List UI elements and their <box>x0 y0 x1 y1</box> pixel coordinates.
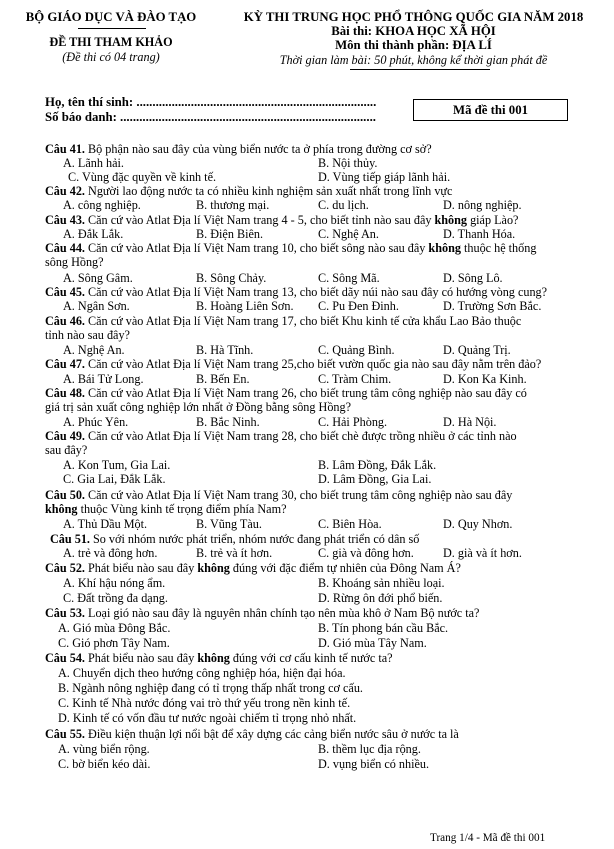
question-text: giáp Lào? <box>467 213 519 227</box>
question-55 <box>45 727 459 741</box>
option-d: D. già và ít hơn. <box>443 546 522 560</box>
option-c: C. Đất trồng đa dạng. <box>63 591 168 605</box>
option-b: B. trẻ và ít hơn. <box>196 546 273 560</box>
option-b: B. Hoàng Liên Sơn. <box>196 299 294 313</box>
question-text: Loại gió nào sau đây là nguyên nhân chính tạo nên mùa khô ở Nam Bộ nước ta? <box>88 606 480 620</box>
option-a: A. Sông Gâm. <box>63 271 133 285</box>
option-a: A. vùng biển rộng. <box>58 742 150 756</box>
question-text: Căn cứ vào Atlat Địa lí Việt Nam trang 25,cho biết vườn quốc gia nào sau đây nằm trên đảo? <box>88 357 542 371</box>
option-c: C. Quảng Bình. <box>318 343 395 357</box>
question-47 <box>45 357 541 371</box>
question-49-cont: sau đây? <box>45 443 88 457</box>
question-text: Căn cứ vào Atlat Địa lí Việt Nam trang 26, cho biết trung tâm công nghiệp nào sau đây có <box>88 386 527 400</box>
question-52 <box>45 561 461 575</box>
option-c: C. Gió phơn Tây Nam. <box>58 636 170 650</box>
option-d: D. Rừng ôn đới phổ biến. <box>318 591 443 605</box>
time-note: Thời gian làm bài: 50 phút, không kể thời gian phát đề <box>279 53 548 67</box>
question-text-emphasis: không <box>434 213 468 227</box>
option-d: D. vụng biển có nhiều. <box>318 757 430 771</box>
option-c: C. Biên Hòa. <box>318 517 382 531</box>
question-text: Căn cứ vào Atlat Địa lí Việt Nam trang 17, cho biết Khu kinh tế cửa khẩu Lao Bảo thuộc <box>88 314 522 328</box>
candidate-number-field: Số báo danh: ................................................................................ <box>45 110 376 124</box>
option-c: C. Sông Mã. <box>318 271 380 285</box>
exam-type: ĐỀ THI THAM KHẢO <box>49 35 173 49</box>
ministry-name: BỘ GIÁO DỤC VÀ ĐÀO TẠO <box>25 10 197 24</box>
question-number: Câu 52. <box>45 561 85 575</box>
divider <box>350 69 490 70</box>
option-d: D. Sông Lô. <box>443 271 503 285</box>
page-footer: Trang 1/4 - Mã đề thi 001 <box>430 832 546 844</box>
option-a: A. Ngân Sơn. <box>63 299 130 313</box>
question-number: Câu 50. <box>45 488 85 502</box>
question-text: Người lao động nước ta có nhiều kinh nghiệm sản xuất nhất trong lĩnh vực <box>88 184 453 198</box>
option-b: B. Bến En. <box>196 372 250 386</box>
exam-subject-group: Bài thi: KHOA HỌC XÃ HỘI <box>331 24 496 38</box>
option-c: C. Pu Đen Đinh. <box>318 299 399 313</box>
question-text-emphasis: không <box>197 651 230 665</box>
question-46-cont: tỉnh nào sau đây? <box>45 328 130 342</box>
option-b: B. Điện Biên. <box>196 227 264 241</box>
option-a: A. Phúc Yên. <box>63 415 129 429</box>
question-number: Câu 47. <box>45 357 85 371</box>
question-number: Câu 55. <box>45 727 85 741</box>
question-text-emphasis: không <box>45 502 78 516</box>
option-c: C. Gia Lai, Đắk Lắk. <box>63 472 166 486</box>
question-text: Căn cứ vào Atlat Địa lí Việt Nam trang 10, cho biết sông nào sau đây <box>88 241 429 255</box>
option-a: A. Khí hậu nóng ẩm. <box>63 576 166 590</box>
question-text-emphasis: không <box>428 241 461 255</box>
question-number: Câu 44. <box>45 241 85 255</box>
question-text: Bộ phận nào sau đây của vùng biển nước ta ở phía trong đường cơ sở? <box>88 142 432 156</box>
question-54 <box>45 651 393 665</box>
option-b: B. Tín phong bán cầu Bắc. <box>318 621 449 635</box>
option-d: D. Thanh Hóa. <box>443 227 516 241</box>
question-text-emphasis: không <box>197 561 230 575</box>
question-number: Câu 43. <box>45 213 85 227</box>
question-48-cont: giá trị sản xuất công nghiệp lớn nhất ở Đồng bằng sông Hồng? <box>45 400 352 414</box>
question-text: Căn cứ vào Atlat Địa lí Việt Nam trang 30, cho biết trung tâm công nghiệp nào sau đây <box>88 488 513 502</box>
option-b: B. thương mại. <box>196 198 270 212</box>
option-a: A. Kon Tum, Gia Lai. <box>63 458 171 472</box>
exam-code-box <box>413 99 568 121</box>
exam-code: Mã đề thi 001 <box>452 103 528 117</box>
question-text: Điều kiện thuận lợi nổi bật để xây dựng các cảng biển nước sâu ở nước ta là <box>88 727 459 741</box>
option-d: D. Lâm Đồng, Gia Lai. <box>318 472 432 486</box>
question-number: Câu 45. <box>45 285 85 299</box>
option-d: D. Trường Sơn Bắc. <box>443 299 542 313</box>
question-number: Câu 46. <box>45 314 85 328</box>
option-b: B. thềm lục địa rộng. <box>318 742 421 756</box>
question-text: Căn cứ vào Atlat Địa lí Việt Nam trang 4 - 5, cho biết tỉnh nào sau đây <box>88 213 435 227</box>
option-c: C. bờ biển kéo dài. <box>58 757 151 771</box>
option-a: A. trẻ và đông hơn. <box>63 546 158 560</box>
option-a: A. Đắk Lắk. <box>63 227 124 241</box>
question-45 <box>45 285 547 299</box>
option-a: A. Lãnh hải. <box>63 156 124 170</box>
question-number: Câu 42. <box>45 184 85 198</box>
option-a: A. Chuyển dịch theo hướng công nghiệp hóa, hiện đại hóa. <box>58 666 346 680</box>
question-text: Căn cứ vào Atlat Địa lí Việt Nam trang 28, cho biết chè được trồng nhiều ở các tỉnh nào <box>88 429 517 443</box>
option-c: C. Tràm Chim. <box>318 372 392 386</box>
option-d: D. Quảng Trị. <box>443 343 511 357</box>
option-d: D. Hà Nội. <box>443 415 497 429</box>
option-b: B. Sông Chảy. <box>196 271 267 285</box>
option-c: C. già và đông hơn. <box>318 546 414 560</box>
question-number: Câu 49. <box>45 429 85 443</box>
question-text: Phát biểu nào sau đây <box>88 651 198 665</box>
question-text: So với nhóm nước phát triển, nhóm nước đang phát triển có dân số <box>93 532 420 546</box>
option-c: C. du lịch. <box>318 198 369 212</box>
question-42 <box>45 184 452 198</box>
question-text: Phát biểu nào sau đây <box>88 561 198 575</box>
option-a: A. Gió mùa Đông Bắc. <box>58 621 171 635</box>
question-number: Câu 54. <box>45 651 85 665</box>
question-44-cont: sông Hồng? <box>45 255 104 269</box>
question-number: Câu 48. <box>45 386 85 400</box>
question-49 <box>45 429 517 443</box>
question-text: thuộc hệ thống <box>460 241 537 255</box>
question-50 <box>45 488 512 502</box>
question-44 <box>45 241 536 255</box>
question-text: thuộc Vùng kinh tế trọng điểm phía Nam? <box>77 502 287 516</box>
option-a: A. Thủ Dầu Một. <box>63 517 148 531</box>
question-53 <box>45 606 479 620</box>
option-d: D. Vùng tiếp giáp lãnh hải. <box>318 170 451 184</box>
option-b: B. Vũng Tàu. <box>196 517 262 531</box>
option-d: D. Quy Nhơn. <box>443 517 513 531</box>
option-a: A. Nghệ An. <box>63 343 125 357</box>
option-d: D. Gió mùa Tây Nam. <box>318 636 427 650</box>
option-d: D. nông nghiệp. <box>443 198 522 212</box>
option-c: C. Vùng đặc quyền về kinh tế. <box>68 170 217 184</box>
question-number: Câu 51. <box>50 532 90 546</box>
divider <box>78 28 146 29</box>
question-48 <box>45 386 527 400</box>
option-b: B. Bắc Ninh. <box>196 415 260 429</box>
option-a: A. Bái Tử Long. <box>63 372 144 386</box>
option-c: C. Nghệ An. <box>318 227 379 241</box>
question-50-cont <box>45 502 287 516</box>
option-c: C. Hải Phòng. <box>318 415 388 429</box>
question-51 <box>50 532 419 546</box>
question-text: Căn cứ vào Atlat Địa lí Việt Nam trang 13, cho biết dãy núi nào sau đây có hướng vòng cung? <box>88 285 548 299</box>
question-text: đúng với cơ cấu kinh tế nước ta? <box>229 651 393 665</box>
subject: Môn thi thành phần: ĐỊA LÍ <box>335 38 492 52</box>
option-b: B. Lâm Đồng, Đắk Lắk. <box>318 458 437 472</box>
option-a: A. công nghiệp. <box>63 198 141 212</box>
question-46 <box>45 314 521 328</box>
question-text: đúng với đặc điểm tự nhiên của Đông Nam Á? <box>229 561 461 575</box>
question-41 <box>45 142 432 156</box>
pages-note: (Đề thi có 04 trang) <box>62 50 160 64</box>
option-d: D. Kinh tế có vốn đầu tư nước ngoài chiếm tỉ trọng nhỏ nhất. <box>58 711 357 725</box>
option-b: B. Khoáng sản nhiều loại. <box>318 576 445 590</box>
question-number: Câu 53. <box>45 606 85 620</box>
option-d: D. Kon Ka Kinh. <box>443 372 527 386</box>
option-b: B. Hà Tĩnh. <box>196 343 254 357</box>
exam-title: KỲ THI TRUNG HỌC PHỔ THÔNG QUỐC GIA NĂM 2018 <box>243 10 584 24</box>
question-number: Câu 41. <box>45 142 85 156</box>
candidate-name-field: Họ, tên thí sinh: ........................................................................... <box>45 95 377 109</box>
option-b: B. Nội thủy. <box>318 156 378 170</box>
question-43 <box>45 213 518 227</box>
option-c: C. Kinh tế Nhà nước đóng vai trò thứ yếu trong nền kinh tế. <box>58 696 351 710</box>
option-b: B. Ngành nông nghiệp đang có tỉ trọng thấp nhất trong cơ cấu. <box>58 681 363 695</box>
